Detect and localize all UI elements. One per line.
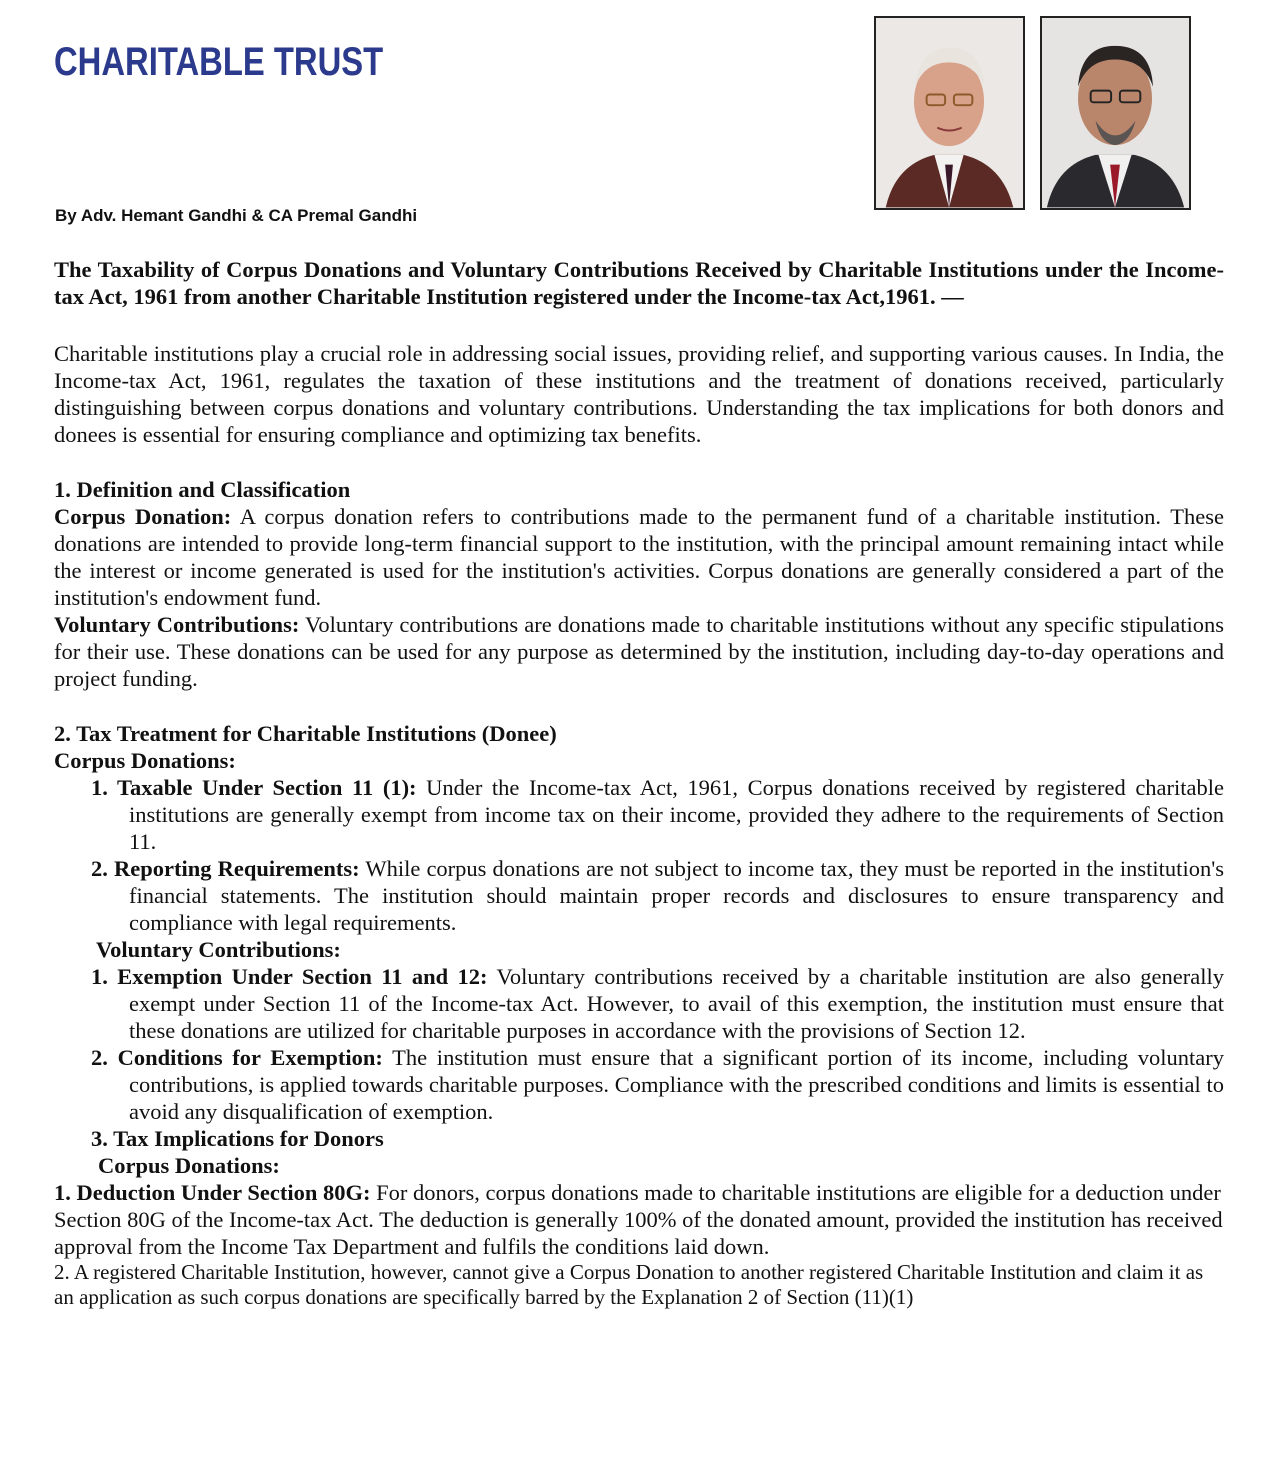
list-item-label: 1. Taxable Under Section 11 (1): (91, 775, 417, 800)
section-3-heading: 3. Tax Implications for Donors (91, 1126, 384, 1151)
byline: By Adv. Hemant Gandhi & CA Premal Gandhi (55, 206, 418, 225)
list-item-text: The institution must ensure that a significant portion of its income, including voluntary contributions, is applied towards charitable purposes. Compliance with the prescribed conditions and limits is essential to avoid any disqualification of exemption. (129, 1045, 1224, 1124)
section-2-heading: 2. Tax Treatment for Charitable Institutions (Donee) (54, 721, 557, 746)
donor-deduction-label: 1. Deduction Under Section 80G: (54, 1180, 371, 1205)
article-headline: The Taxability of Corpus Donations and Voluntary Contributions Received by Charitable Institutions under the Income-tax Act, 1961 from another Charitable Institution registered under the Income-tax Act,1961. — (54, 257, 1224, 309)
list-item-text: While corpus donations are not subject to income tax, they must be reported in the institution's financial statements. The institution should maintain proper records and disclosures to ensure transparency and compliance with legal requirements. (129, 856, 1224, 935)
article-body (54, 256, 1224, 1310)
corpus-barred-paragraph: 2. A registered Charitable Institution, however, cannot give a Corpus Donation to another registered Charitable Institution and claim it as an application as such corpus donations are specifically barred by the Explanation 2 of Section (11)(1) (54, 1260, 1204, 1309)
section-3-corpus-heading: Corpus Donations: (98, 1153, 280, 1178)
list-item (54, 1044, 1224, 1125)
list-item (54, 774, 1224, 855)
donor-deduction-text: For donors, corpus donations made to charitable institutions are eligible for a deduction under Section 80G of the Income-tax Act. The deduction is generally 100% of the donated amount, provided the institution has received approval from the Income Tax Department and fulfils the conditions laid down. (54, 1180, 1223, 1259)
voluntary-contributions-text: Voluntary contributions are donations made to charitable institutions without any specific stipulations for their use. These donations can be used for any purpose as determined by the institution, including day-to-day operations and project funding. (54, 612, 1224, 691)
voluntary-contributions-label: Voluntary Contributions: (54, 612, 300, 637)
list-item-label: 2. Conditions for Exemption: (91, 1045, 383, 1070)
list-item (54, 855, 1224, 936)
section-1-heading: 1. Definition and Classification (54, 477, 351, 502)
author-photo-2 (1040, 16, 1191, 210)
author-photo-1 (874, 16, 1025, 210)
corpus-donation-text: A corpus donation refers to contributions made to the permanent fund of a charitable institution. These donations are intended to provide long-term financial support to the institution, with the principal amount remaining intact while the interest or income generated is used for the institution's activities. Corpus donations are generally considered a part of the institution's endowment fund. (54, 504, 1225, 610)
intro-paragraph: Charitable institutions play a crucial role in addressing social issues, providing relief, and supporting various causes. In India, the Income-tax Act, 1961, regulates the taxation of these institutions and the treatment of donations received, particularly distinguishing between corpus donations and voluntary contributions. Understanding the tax implications for both donors and donees is essential for ensuring compliance and optimizing tax benefits. (54, 341, 1224, 447)
list-item-label: 1. Exemption Under Section 11 and 12: (91, 964, 488, 989)
section-2-voluntary-heading: Voluntary Contributions: (96, 937, 341, 962)
corpus-donation-label: Corpus Donation: (54, 504, 232, 529)
list-item-text: Voluntary contributions received by a charitable institution are also generally exempt under Section 11 of the Income-tax Act. However, to avail of this exemption, the institution must ensure that these donations are utilized for charitable purposes in accordance with the provisions of Section 12. (129, 964, 1224, 1043)
list-item-text: Under the Income-tax Act, 1961, Corpus donations received by registered charitable institutions are generally exempt from income tax on their income, provided they adhere to the requirements of Section 11. (129, 775, 1225, 854)
corpus-donation-definition (54, 503, 1224, 611)
list-item-label: 2. Reporting Requirements: (91, 856, 360, 881)
donor-deduction-paragraph (54, 1179, 1224, 1260)
list-item (54, 963, 1224, 1044)
page-title: CHARITABLE TRUST (54, 40, 384, 84)
voluntary-contributions-definition (54, 611, 1224, 692)
author-portrait-2-image (1042, 18, 1189, 208)
section-2-corpus-heading: Corpus Donations: (54, 748, 236, 773)
author-portrait-1-image (876, 18, 1023, 208)
